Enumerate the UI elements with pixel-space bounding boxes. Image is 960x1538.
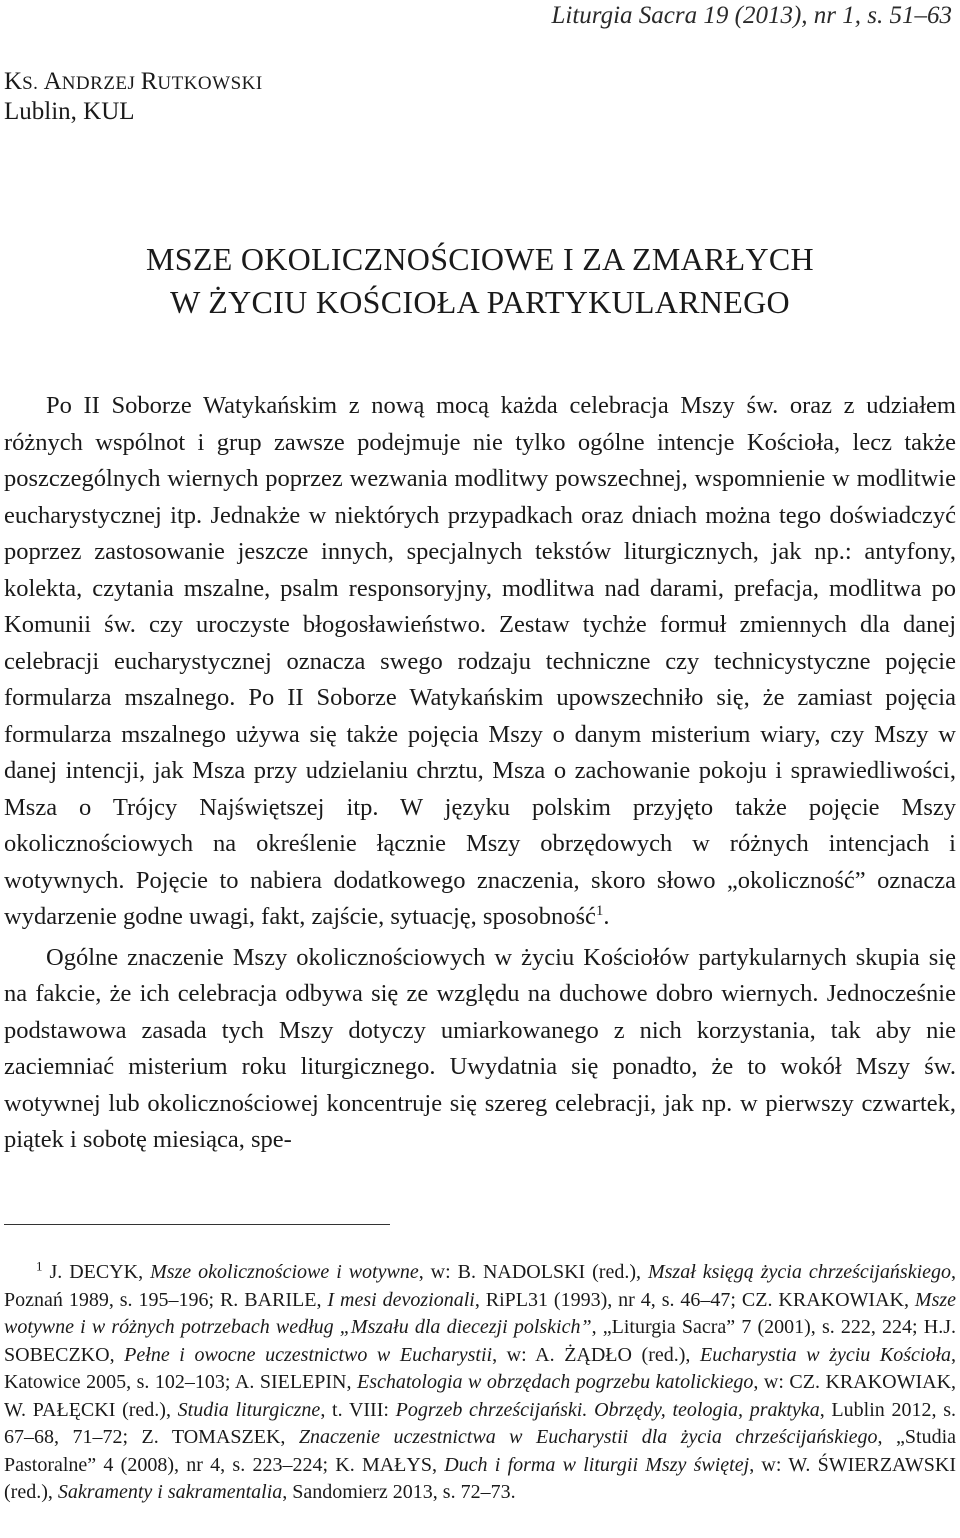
footnote-text-segment: J. DECYK,: [42, 1261, 151, 1283]
footnote-title-segment: Msze okolicznościowe i wotywne: [150, 1261, 419, 1283]
author-last-initial: R: [140, 68, 158, 95]
paragraph-1-end: .: [603, 903, 610, 930]
footnote-title-segment: Sakramenty i sakramentalia: [57, 1481, 283, 1503]
footnote-text-segment: , „Studia Pastoralne” 4 (2008), nr 4, s. 223–224; K. MAŁYS,: [4, 1426, 957, 1476]
footnote-text: [4, 1259, 956, 1507]
author-name: [4, 64, 263, 102]
footnote-text-segment: , „Liturgia Sacra” 7 (2001), s. 222, 224; H.J. SOBECZKO,: [4, 1316, 956, 1366]
footnote-title-segment: Pogrzeb chrześcijański. Obrzędy, teologia, praktyka: [395, 1398, 820, 1421]
footnote-text-segment: , Sandomierz 2013, s. 72–73.: [282, 1481, 516, 1503]
footnote-reference[interactable]: 1: [595, 902, 604, 919]
footnote-title-segment: Duch i forma w liturgii Mszy świętej: [444, 1453, 750, 1476]
footnote-text-segment: , Poznań 1989, s. 195–196; R. BARILE,: [4, 1261, 957, 1311]
footnote-divider: [4, 1224, 390, 1225]
article-body: [4, 388, 956, 1159]
footnote-text-segment: , RiPL31 (1993), nr 4, s. 46–47; CZ. KRAKOWIAK,: [474, 1288, 915, 1311]
footnote-title-segment: Studia liturgiczne: [177, 1398, 321, 1421]
footnote-title-segment: Msze wotywne i w różnych potrzebach według „Mszału dla diecezji polskich”: [4, 1288, 957, 1338]
paragraph-1-text: Po II Soborze Watykańskim z nową mocą każda celebracja Mszy św. oraz z udziałem różnych wspólnot i grup zawsze podejmuje nie tylko ogólne intencje Kościoła, lecz także poszczególnych wiernych poprzez wezwania modlitwy powszechnej, wspomnienie w modlitwie eucharystycznej itp. Jednakże w niektórych przypadkach oraz dniach można tego doświadczyć poprzez zastosowanie jeszcze innych, specjalnych tekstów liturgicznych, jak np.: antyfony, kolekta, czytania mszalne, psalm responsoryjny, modlitwa nad darami, prefacja, modlitwa po Komunii św. czy uroczyste błogosławieństwo. Zestaw tychże formuł zmiennych dla danej celebracji eucharystycznej oznacza swego rodzaju techniczne czy technicystyczne pojęcie formularza mszalnego. Po II Soborze Watykańskim upowszechniło się, że zamiast pojęcia formularza mszalnego używa się także pojęcia Mszy o danym misterium wiary, czy Mszy w danej intencji, jak Msza przy udzielaniu chrztu, Msza o zachowanie pokoju i sprawiedliwości, Msza o Trójcy Najświętszej itp. W języku polskim przyjęto także pojęcie Mszy okolicznościowych na określenie łącznie Mszy obrzędowych w różnych intencjach i wotywnych. Pojęcie to nabiera dodatkowego znaczenia, skoro słowo „okoliczność” oznacza wydarzenie godne uwagi, fakt, zajście, sytuację, sposobność: [4, 392, 956, 930]
footnote-text-segment: , w: CZ. KRAKOWIAK, W. PAŁĘCKI (red.),: [4, 1371, 957, 1421]
footnote-title-segment: Pełne i owocne uczestnictwo w Eucharystii: [124, 1343, 493, 1366]
footnote-text-segment: , w: B. NADOLSKI (red.),: [418, 1261, 648, 1283]
author-first-initial: A: [43, 68, 62, 95]
journal-citation: Liturgia Sacra 19 (2013), nr 1, s. 51–63: [551, 2, 952, 29]
footnote-mark: 1: [36, 1258, 43, 1274]
footnote-title-segment: Eucharystia w życiu Kościoła: [700, 1343, 951, 1366]
footnote-text-segment: , w: A. ŻĄDŁO (red.),: [492, 1343, 701, 1366]
footnote-text-segment: , w: W. ŚWIERZAWSKI (red.),: [4, 1453, 956, 1503]
footnote-text-segment: , Lublin 2012, s. 67–68, 71–72; Z. TOMASZEK,: [4, 1398, 956, 1448]
author-affiliation: Lublin, KUL: [4, 98, 135, 125]
author-first-rest: NDRZEJ: [61, 73, 141, 94]
footnote-text-segment: , t. VIII:: [320, 1398, 396, 1421]
footnote-text-segment: , Katowice 2005, s. 102–103; A. SIELEPIN,: [4, 1343, 956, 1393]
author-prefix-initial: K: [4, 68, 23, 95]
title-line-1: MSZE OKOLICZNOŚCIOWE I ZA ZMARŁYCH: [146, 241, 814, 277]
footnote: [4, 1259, 956, 1507]
footnote-title-segment: Mszał księgą życia chrześcijańskiego: [647, 1261, 952, 1283]
body-paragraph-2: Ogólne znaczenie Mszy okolicznościowych w życiu Kościołów partykularnych skupia się na fakcie, że ich celebracja odbywa się ze względu na duchowe dobro wiernych. Jednocześnie podstawowa zasada tych Mszy dotyczy umiarkowanego z nich korzystania, tak aby nie zaciemniać misterium roku liturgicznego. Uwydatnia się ponadto, że to wokół Mszy św. wotywnej lub okolicznościowej koncentruje się szereg celebracji, jak np. w pierwszy czwartek, piątek i sobotę miesiąca, spe-: [4, 943, 956, 1153]
footnote-title-segment: Znaczenie uczestnictwa w Eucharystii dla życia chrześcijańskiego: [298, 1426, 878, 1448]
author-last-rest: UTKOWSKI: [157, 73, 263, 94]
author-prefix-rest: S.: [22, 73, 44, 94]
title-line-2: W ŻYCIU KOŚCIOŁA PARTYKULARNEGO: [170, 284, 790, 320]
article-title: [0, 238, 960, 324]
body-paragraph-1: [4, 388, 956, 936]
footnote-title-segment: Eschatologia w obrzędach pogrzebu katolickiego: [357, 1371, 754, 1393]
footnote-title-segment: I mesi devozionali: [327, 1288, 475, 1311]
